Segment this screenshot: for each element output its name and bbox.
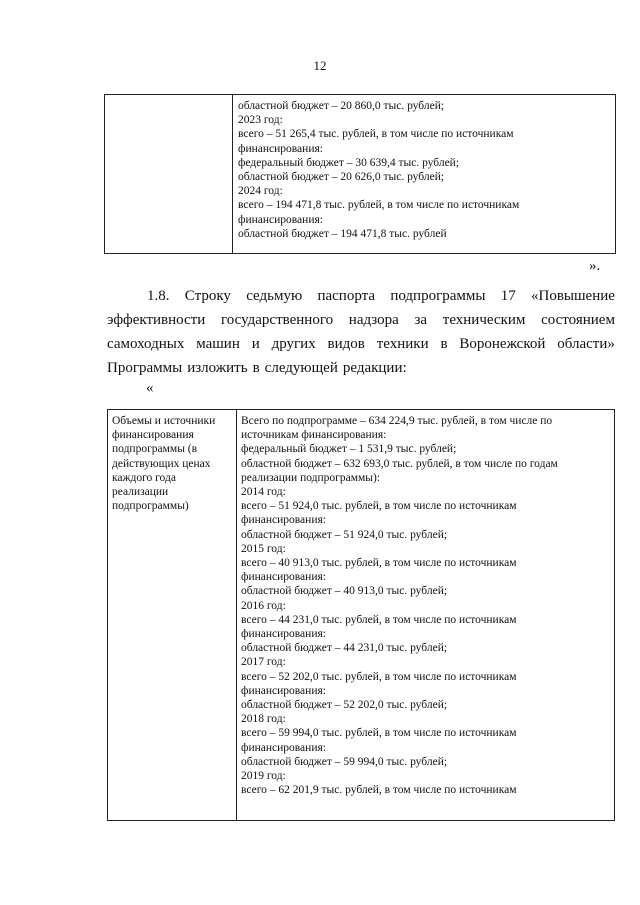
funding-lines [238, 99, 611, 241]
funding-line: федеральный бюджет – 30 639,4 тыс. рублей; [238, 156, 460, 169]
table-label-cell [108, 410, 237, 821]
funding-line: областной бюджет – 59 994,0 тыс. рублей; [241, 755, 448, 768]
label-line: подпрограммы (в [112, 443, 198, 456]
page-number: 12 [313, 58, 327, 73]
paragraph-word: других [271, 336, 316, 352]
funding-line: всего – 44 231,0 тыс. рублей, в том числе по источникам [241, 613, 517, 626]
paragraph-word: следующей [264, 360, 338, 376]
funding-table [107, 409, 615, 821]
funding-line: финансирования: [241, 571, 326, 584]
funding-line: финансирования: [241, 628, 326, 641]
opening-quote: « [146, 380, 154, 396]
paragraph-word: 17 [500, 288, 516, 304]
funding-line: всего – 51 265,4 тыс. рублей, в том числе по источникам [238, 128, 514, 141]
funding-line: областной бюджет – 40 913,0 тыс. рублей; [241, 585, 448, 598]
funding-line: федеральный бюджет – 1 531,9 тыс. рублей; [241, 443, 457, 456]
funding-line: финансирования: [241, 514, 326, 527]
funding-line: 2019 год: [241, 770, 286, 783]
funding-line: областной бюджет – 51 924,0 тыс. рублей; [241, 528, 448, 541]
funding-line: финансирования: [238, 142, 323, 155]
label-line: действующих ценах [112, 457, 211, 470]
funding-lines [241, 414, 610, 797]
paragraph-word: техническим [442, 312, 526, 328]
paragraph-word: Строку [184, 288, 231, 304]
label-line: Объемы и источники [112, 415, 216, 427]
paragraph-line [107, 356, 615, 380]
paragraph-word: государственного [220, 312, 334, 328]
amendment-paragraph [107, 284, 615, 380]
funding-line: 2018 год: [241, 713, 286, 726]
paragraph-word: седьмую [246, 288, 303, 304]
funding-line: 2023 год: [238, 114, 283, 127]
table-row [108, 410, 615, 821]
funding-line: реализации подпрограммы): [241, 471, 381, 484]
paragraph-word: видов [327, 336, 365, 352]
paragraph-word: эффективности [107, 312, 206, 328]
paragraph-line [107, 284, 615, 308]
label-line: подпрограммы) [112, 500, 189, 513]
funding-line: финансирования: [241, 741, 326, 754]
label-line: реализации [112, 486, 169, 499]
funding-line: областной бюджет – 20 626,0 тыс. рублей; [238, 171, 445, 184]
funding-line: 2015 год: [241, 542, 286, 555]
funding-line: областной бюджет – 632 693,0 тыс. рублей, в том числе по годам [241, 457, 558, 470]
funding-line: всего – 52 202,0 тыс. рублей, в том числе по источникам [241, 670, 517, 683]
paragraph-word: Воронежской [459, 336, 546, 352]
funding-line: финансирования: [241, 684, 326, 697]
paragraph-word: паспорта [317, 288, 376, 304]
funding-line: всего – 59 994,0 тыс. рублей, в том числе по источникам [241, 727, 517, 740]
funding-line: 2024 год: [238, 185, 283, 198]
label-line: финансирования [112, 429, 194, 442]
paragraph-word: редакции: [342, 360, 407, 376]
funding-line: 2016 год: [241, 599, 286, 612]
paragraph-word: в [252, 360, 260, 376]
table-row [105, 95, 616, 254]
paragraph-lines [107, 284, 615, 380]
funding-line: финансирования: [238, 213, 323, 226]
closing-quote: ». [589, 258, 601, 274]
table-value-cell [237, 410, 615, 821]
funding-line: всего – 62 201,9 тыс. рублей, в том числе по источникам [241, 784, 517, 797]
table-value-cell [233, 95, 616, 254]
funding-line: 2014 год: [241, 486, 286, 499]
paragraph-line [107, 332, 615, 356]
funding-line: всего – 51 924,0 тыс. рублей, в том числе по источникам [241, 500, 517, 513]
paragraph-word: за [414, 312, 428, 328]
paragraph-word: состоянием [541, 312, 615, 328]
paragraph-line [107, 308, 615, 332]
paragraph-word: 1.8. [147, 288, 170, 304]
paragraph-word: подпрограммы [390, 288, 486, 304]
funding-line: областной бюджет – 194 471,8 тыс. рублей [238, 227, 447, 240]
funding-line: областной бюджет – 20 860,0 тыс. рублей; [238, 100, 445, 112]
funding-line: 2017 год: [241, 656, 286, 669]
paragraph-word: Программы [107, 360, 183, 376]
label-lines [112, 414, 232, 513]
funding-line: всего – 194 471,8 тыс. рублей, в том числе по источникам [238, 199, 520, 212]
paragraph-word: области» [557, 336, 615, 352]
paragraph-word: самоходных [107, 336, 185, 352]
paragraph-word: «Повышение [531, 288, 615, 304]
paragraph-word: и [251, 336, 260, 352]
table-label-cell [105, 95, 233, 254]
funding-line: областной бюджет – 52 202,0 тыс. рублей; [241, 699, 448, 712]
funding-line: источникам финансирования: [241, 429, 387, 442]
label-line: каждого года [112, 471, 176, 484]
paragraph-word: изложить [187, 360, 248, 376]
funding-table-continued [104, 94, 616, 254]
paragraph-word: надзора [348, 312, 399, 328]
funding-line: областной бюджет – 44 231,0 тыс. рублей; [241, 642, 448, 655]
funding-line: Всего по подпрограмме – 634 224,9 тыс. рублей, в том числе по [241, 415, 553, 427]
paragraph-word: техники [376, 336, 429, 352]
funding-line: всего – 40 913,0 тыс. рублей, в том числе по источникам [241, 557, 517, 570]
paragraph-word: машин [196, 336, 240, 352]
paragraph-word: в [440, 336, 448, 352]
